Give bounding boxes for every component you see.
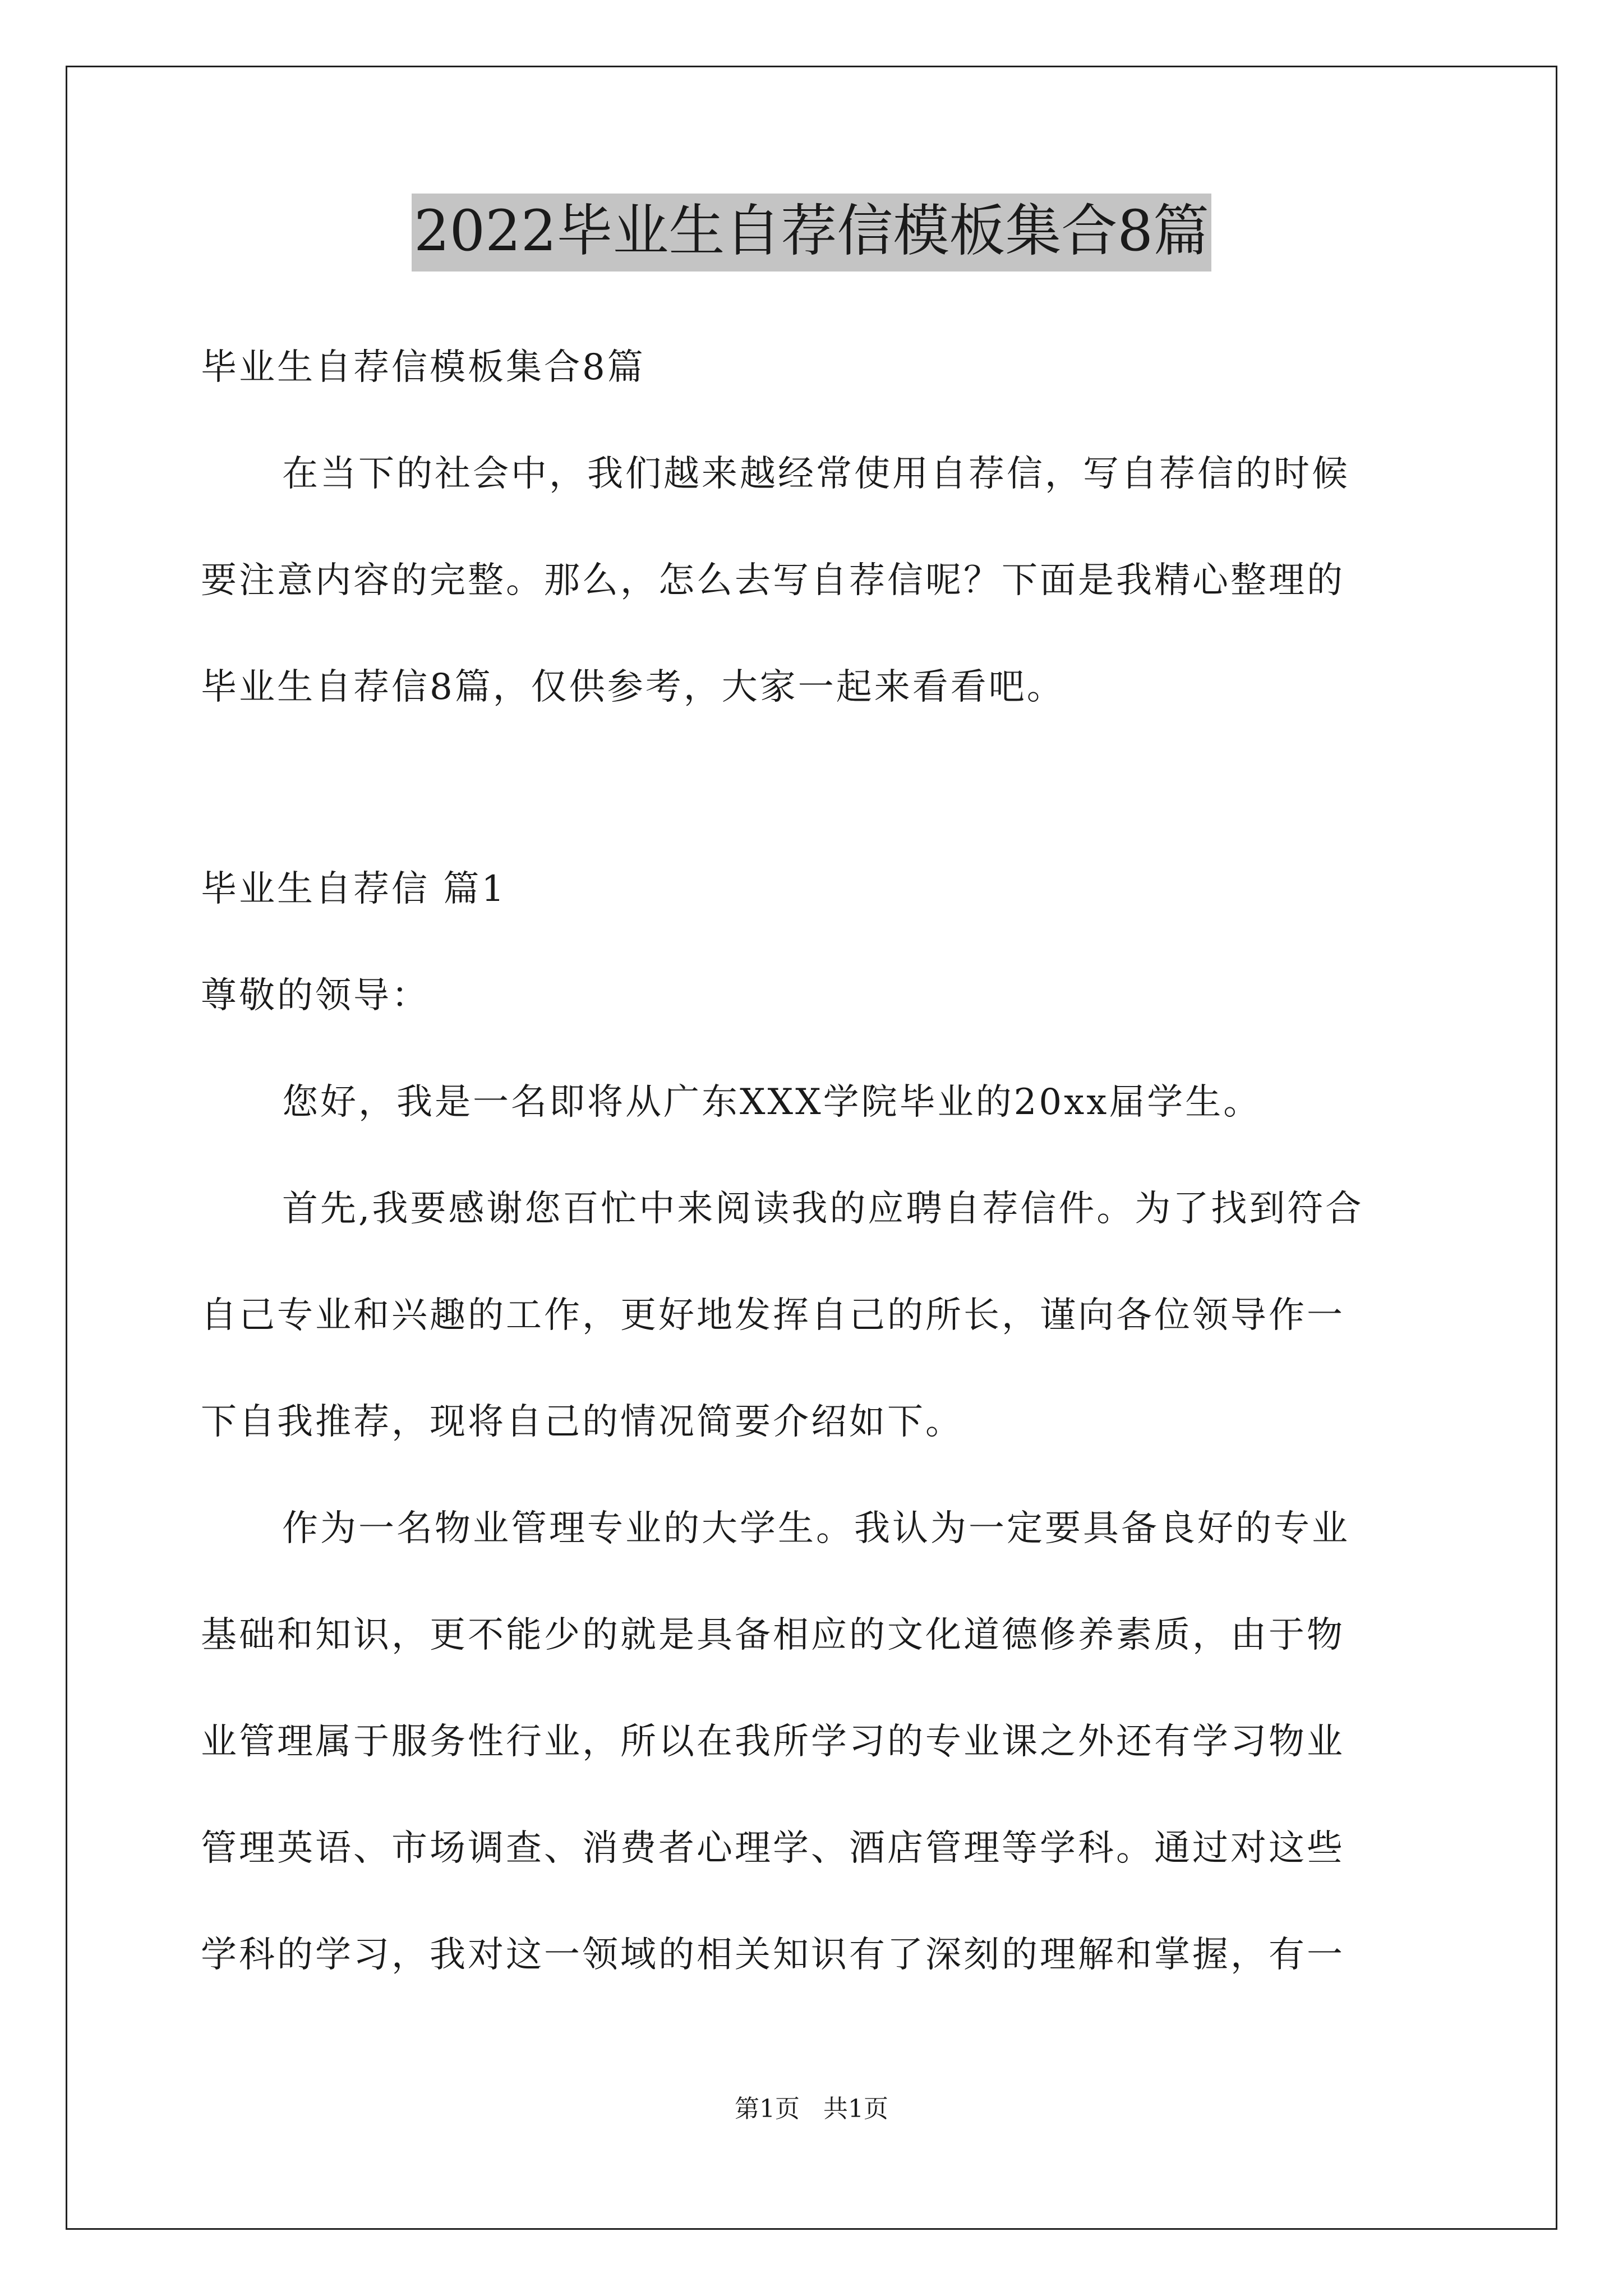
intro-line: 在当下的社会中，我们越来越经常使用自荐信，写自荐信的时候 [282,453,1350,495]
paragraph-line: 自己专业和兴趣的工作，更好地发挥自己的所长，谨向各位领导作一 [201,1295,1345,1336]
section-spacer [201,740,1429,836]
document-body [201,314,1429,2008]
document-title-text: 2022毕业生自荐信模板集合8篇 [412,194,1211,272]
paragraph-line: 首先,我要感谢您百忙中来阅读我的应聘自荐信件。为了找到符合 [282,1188,1364,1230]
paragraph-line: 下自我推荐，现将自己的情况简要介绍如下。 [201,1401,963,1443]
document-title [0,198,1623,264]
paragraph-line: 业管理属于服务性行业，所以在我所学习的专业课之外还有学习物业 [201,1721,1345,1763]
page-footer: 第1页 共1页 [735,2095,888,2123]
paragraph-line: 管理英语、市场调查、消费者心理学、酒店管理等学科。通过对这些 [201,1828,1345,1869]
greeting-line: 您好，我是一名即将从广东XXX学院毕业的20xx届学生。 [282,1082,1262,1123]
salutation: 尊敬的领导： [201,975,430,1016]
paragraph-line: 作为一名物业管理专业的大学生。我认为一定要具备良好的专业 [282,1508,1350,1549]
document-subtitle: 毕业生自荐信模板集合8篇 [201,347,645,388]
paragraph-line: 基础和知识，更不能少的就是具备相应的文化道德修养素质，由于物 [201,1614,1345,1656]
intro-line: 毕业生自荐信8篇，仅供参考，大家一起来看看吧。 [201,666,1065,708]
intro-line: 要注意内容的完整。那么，怎么去写自荐信呢？下面是我精心整理的 [201,560,1345,601]
paragraph-line: 学科的学习，我对这一领域的相关知识有了深刻的理解和掌握，有一 [201,1934,1345,1976]
section-heading: 毕业生自荐信 篇1 [201,868,507,910]
